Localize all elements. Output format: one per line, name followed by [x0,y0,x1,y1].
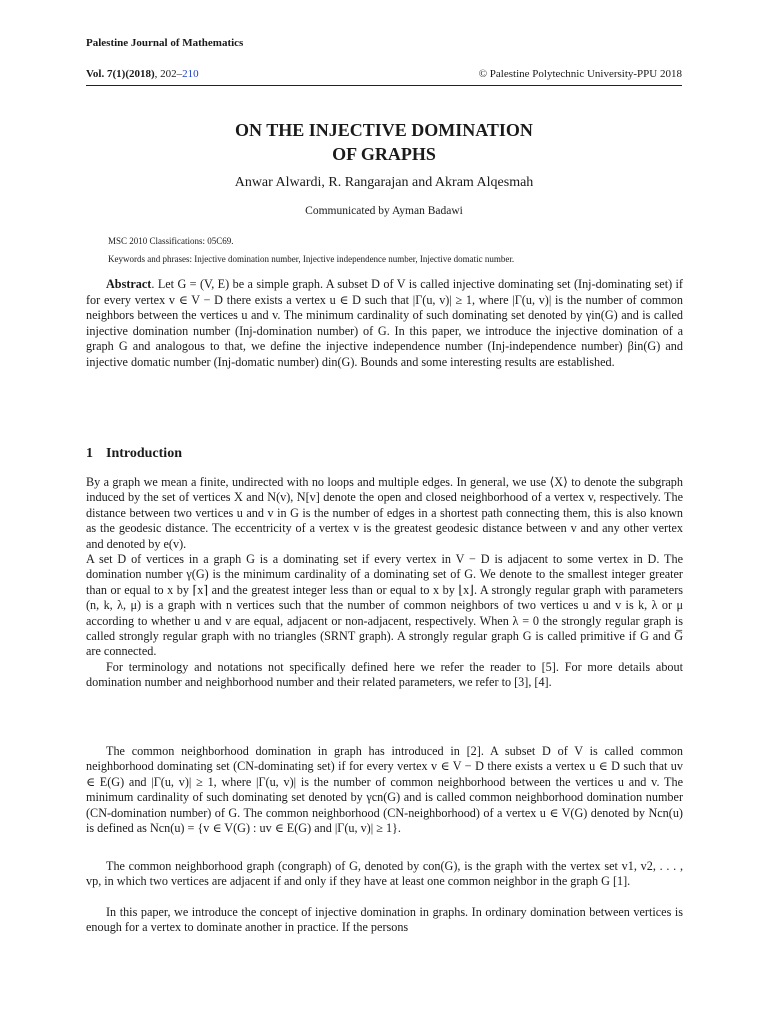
copyright-notice: © Palestine Polytechnic University-PPU 2018 [478,68,682,80]
msc-classification: MSC 2010 Classifications: 05C69. [108,236,234,246]
section-title: Introduction [106,446,182,461]
paragraph: The common neighborhood domination in graph has introduced in [2]. A subset D of V is called common neighborhood dominating set (CN-dominating set) if for every vertex v ∈ V − D there exists a vertex u ∈ D such that uv ∈ E(G) and |Γ(u, v)| ≥ 1, where |Γ(u, v)| is the number of common neighborhood between the vertices u and v. The minimum cardinality of such dominating set denoted by γcn(G) and is called common neighborhood domination number (CN-domination number) of G. The common neighborhood (CN-neighborhood) of a vertex u ∈ V(G) denoted by Ncn(u) is defined as Ncn(u) = {v ∈ V(G) : uv ∈ E(G) and |Γ(u, v)| ≥ 1}. [86,744,683,836]
section-number: 1 [86,446,93,461]
abstract-label: Abstract [106,277,152,291]
journal-name: Palestine Journal of Mathematics [86,37,244,49]
keywords: Keywords and phrases: Injective domination number, Injective independence number, Injective domatic number. [108,254,515,264]
abstract [86,277,683,370]
pages-end-link[interactable]: 210 [182,68,199,80]
volume-label: Vol. 7(1)(2018) [86,68,155,80]
paragraph: A set D of vertices in a graph G is a dominating set if every vertex in V − D is adjacent to some vertex in D. The domination number γ(G) is the minimum cardinality of a dominating set of G. We denote to the smallest integer greater than or equal to x by ⌈x⌉ and the greatest integer less than or equal to x by ⌊x⌋. A strongly regular graph with parameters (n, k, λ, μ) is a graph with n vertices such that the number of common neighbors of two vertices u and v is k, λ or μ according to whether u and v are equal, adjacent or non-adjacent, respectively. When λ = 0 the strongly regular graph is called strongly regular graph with no triangles (SRNT graph). A strongly regular graph G is called primitive if G and G̅ are connected. [86,552,683,659]
paragraph: In this paper, we introduce the concept of injective domination in graphs. In ordinary domination between vertices is enough for a vertex to dominate another in practice. If the persons [86,905,683,935]
title-line-1: ON THE INJECTIVE DOMINATION [235,120,533,140]
volume-info [86,68,199,80]
title-line-2: OF GRAPHS [332,144,436,164]
paragraph: For terminology and notations not specifically defined here we refer the reader to [5]. For more details about domination number and neighborhood number and their related parameters, we refer to [3], [4]. [86,659,683,690]
intro-paragraph-1 [86,475,683,691]
pages-start: , 202– [154,68,183,80]
section-heading [86,446,182,462]
header-divider [86,85,682,86]
abstract-text: . Let G = (V, E) be a simple graph. A subset D of V is called injective dominating set (Inj-dominating set) if for every vertex v ∈ V − D there exists a vertex u ∈ D such that |Γ(u, v)| ≥ 1, where |Γ(u, v)| is the number of common neighbors between the vertices u and v. The minimum cardinality of such dominating set denoted by γin(G) and is called injective domination number (Inj-domination number) of G. In this paper, we introduce the injective domination of a graph G and analogous to that, we define the injective independence number (Inj-independence number) βin(G) and injective domatic number (Inj-domatic number) din(G). Bounds and some interesting results are established. [86,277,683,369]
article-title [0,118,768,166]
communicated-by: Communicated by Ayman Badawi [305,205,463,217]
authors: Anwar Alwardi, R. Rangarajan and Akram Alqesmah [234,175,534,190]
paragraph: The common neighborhood graph (congraph) of G, denoted by con(G), is the graph with the vertex set v1, v2, . . . , vp, in which two vertices are adjacent if and only if they have at least one common neighbor in the graph G [1]. [86,859,683,889]
paragraph: By a graph we mean a finite, undirected with no loops and multiple edges. In general, we use ⟨X⟩ to denote the subgraph induced by the set of vertices X and N(v), N[v] denote the open and closed neighborhood of a vertex v, respectively. The distance between two vertices u and v in G is the number of edges in a shortest path connecting them, this is also known as the geodesic distance. The eccentricity of a vertex v is the greatest geodesic distance between v and any other vertex and denoted by e(v). [86,475,683,551]
